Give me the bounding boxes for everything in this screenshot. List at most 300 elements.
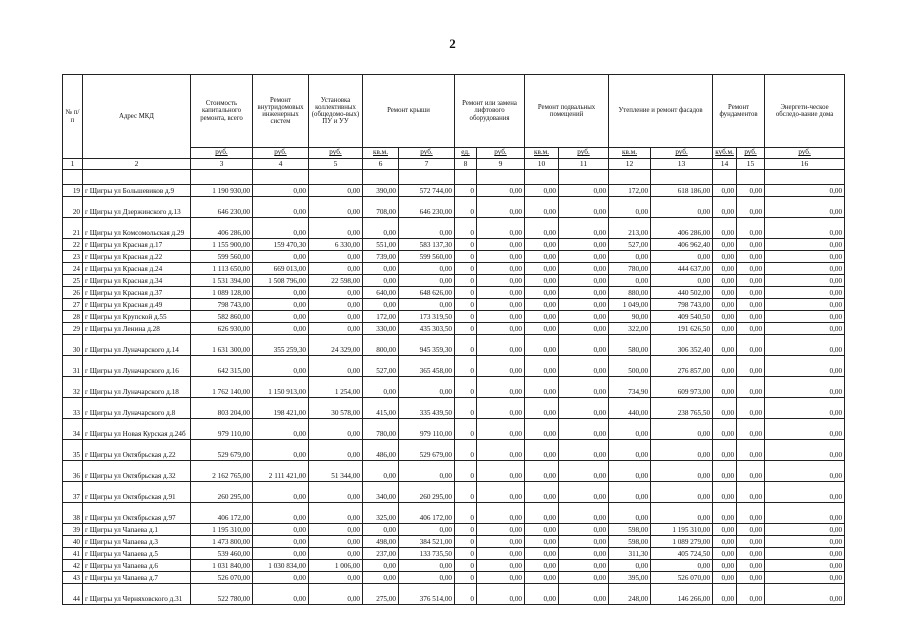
- value-cell: 0,00: [765, 572, 845, 584]
- table-row: [63, 218, 845, 239]
- value-cell: 0,00: [253, 197, 309, 218]
- value-cell: 0,00: [253, 356, 309, 377]
- value-cell: 0,00: [525, 536, 559, 548]
- value-cell: 582 860,00: [191, 311, 253, 323]
- value-cell: 0,00: [765, 356, 845, 377]
- value-cell: 0,00: [713, 263, 737, 275]
- value-cell: 0,00: [713, 335, 737, 356]
- unit-cell: руб.: [309, 148, 363, 159]
- value-cell: 0,00: [713, 251, 737, 263]
- table-row: [63, 503, 845, 524]
- repair-table: [62, 74, 845, 605]
- value-cell: 0,00: [559, 251, 609, 263]
- value-cell: 0,00: [399, 524, 455, 536]
- column-number-cell: 4: [253, 159, 309, 170]
- row-address: г Щигры ул Ленина д.28: [83, 323, 191, 335]
- value-cell: 0,00: [525, 239, 559, 251]
- value-cell: 0,00: [309, 323, 363, 335]
- value-cell: 159 470,30: [253, 239, 309, 251]
- unit-cell: руб.: [399, 148, 455, 159]
- row-address: г Щигры ул Луначарского д.14: [83, 335, 191, 356]
- value-cell: 0,00: [713, 275, 737, 287]
- row-number: 35: [63, 440, 83, 461]
- value-cell: 0,00: [651, 197, 713, 218]
- value-cell: 1 190 930,00: [191, 185, 253, 197]
- header-address: Адрес МКД: [83, 75, 191, 159]
- column-number-cell: 15: [737, 159, 765, 170]
- unit-cell: кв.м.: [363, 148, 399, 159]
- value-cell: 0: [455, 548, 477, 560]
- value-cell: 0,00: [559, 572, 609, 584]
- value-cell: 500,00: [609, 356, 651, 377]
- value-cell: 0: [455, 185, 477, 197]
- value-cell: 0,00: [765, 440, 845, 461]
- table-row: [63, 311, 845, 323]
- value-cell: 0,00: [609, 461, 651, 482]
- row-address: г Щигры ул Красная д.22: [83, 251, 191, 263]
- value-cell: 0,00: [477, 197, 525, 218]
- header-foundation: Ремонт фундаментов: [713, 75, 765, 148]
- spacer-cell: [765, 170, 845, 185]
- table-row: [63, 419, 845, 440]
- row-address: г Щигры ул Черняховского д.31: [83, 584, 191, 605]
- value-cell: 0: [455, 377, 477, 398]
- value-cell: 626 930,00: [191, 323, 253, 335]
- row-address: г Щигры ул Красная д.24: [83, 263, 191, 275]
- value-cell: 0,00: [525, 275, 559, 287]
- value-cell: 0,00: [253, 218, 309, 239]
- value-cell: 376 514,00: [399, 584, 455, 605]
- row-number: 25: [63, 275, 83, 287]
- value-cell: 51 344,00: [309, 461, 363, 482]
- value-cell: 0,00: [765, 218, 845, 239]
- value-cell: 1 254,00: [309, 377, 363, 398]
- value-cell: 440,00: [609, 398, 651, 419]
- value-cell: 0,00: [309, 311, 363, 323]
- value-cell: 0,00: [765, 323, 845, 335]
- value-cell: 340,00: [363, 482, 399, 503]
- value-cell: 0,00: [737, 548, 765, 560]
- table-row: [63, 275, 845, 287]
- spacer-cell: [363, 170, 399, 185]
- value-cell: 0,00: [363, 377, 399, 398]
- value-cell: 0,00: [713, 218, 737, 239]
- value-cell: 527,00: [363, 356, 399, 377]
- value-cell: 646 230,00: [399, 197, 455, 218]
- value-cell: 708,00: [363, 197, 399, 218]
- value-cell: 0,00: [713, 548, 737, 560]
- value-cell: 0: [455, 239, 477, 251]
- header-number: № п/п: [63, 75, 83, 159]
- value-cell: 0,00: [651, 461, 713, 482]
- column-number-cell: 11: [559, 159, 609, 170]
- value-cell: 1 006,00: [309, 560, 363, 572]
- value-cell: 406 172,00: [191, 503, 253, 524]
- value-cell: 0,00: [477, 263, 525, 275]
- value-cell: 0,00: [399, 377, 455, 398]
- value-cell: 0,00: [765, 275, 845, 287]
- row-address: г Щигры ул Красная д.17: [83, 239, 191, 251]
- spacer-cell: [477, 170, 525, 185]
- table-row: [63, 440, 845, 461]
- value-cell: 0,00: [525, 482, 559, 503]
- value-cell: 0,00: [559, 275, 609, 287]
- value-cell: 0,00: [477, 299, 525, 311]
- value-cell: 275,00: [363, 584, 399, 605]
- value-cell: 803 204,00: [191, 398, 253, 419]
- value-cell: 0,00: [737, 185, 765, 197]
- value-cell: 0,00: [609, 275, 651, 287]
- value-cell: 0,00: [477, 275, 525, 287]
- value-cell: 0,00: [477, 440, 525, 461]
- value-cell: 24 329,00: [309, 335, 363, 356]
- value-cell: 0,00: [477, 251, 525, 263]
- value-cell: 0,00: [559, 263, 609, 275]
- header-meters: Установка коллективных (общедомо-вых) ПУ и УУ: [309, 75, 363, 148]
- table-row: [63, 461, 845, 482]
- value-cell: 0,00: [559, 197, 609, 218]
- row-number: 29: [63, 323, 83, 335]
- value-cell: 0: [455, 335, 477, 356]
- value-cell: 0,00: [253, 548, 309, 560]
- table-row: [63, 323, 845, 335]
- value-cell: 0,00: [713, 440, 737, 461]
- value-cell: 0,00: [399, 572, 455, 584]
- value-cell: 0,00: [253, 185, 309, 197]
- value-cell: 498,00: [363, 536, 399, 548]
- value-cell: 0,00: [309, 584, 363, 605]
- row-address: г Щигры ул Луначарского д.16: [83, 356, 191, 377]
- value-cell: 0,00: [309, 287, 363, 299]
- value-cell: 406 172,00: [399, 503, 455, 524]
- value-cell: 599 560,00: [191, 251, 253, 263]
- value-cell: 609 973,00: [651, 377, 713, 398]
- unit-cell: руб.: [191, 148, 253, 159]
- header-facade: Утепление и ремонт фасадов: [609, 75, 713, 148]
- value-cell: 1 508 796,00: [253, 275, 309, 287]
- value-cell: 133 735,50: [399, 548, 455, 560]
- value-cell: 0: [455, 560, 477, 572]
- row-number: 37: [63, 482, 83, 503]
- value-cell: 384 521,00: [399, 536, 455, 548]
- row-number: 40: [63, 536, 83, 548]
- value-cell: 0,00: [737, 503, 765, 524]
- spacer-cell: [191, 170, 253, 185]
- row-number: 33: [63, 398, 83, 419]
- row-address: г Щигры ул Красная д.37: [83, 287, 191, 299]
- unit-cell: руб.: [765, 148, 845, 159]
- value-cell: 551,00: [363, 239, 399, 251]
- value-cell: 0,00: [525, 263, 559, 275]
- value-cell: 598,00: [609, 524, 651, 536]
- value-cell: 0,00: [477, 419, 525, 440]
- value-cell: 22 598,00: [309, 275, 363, 287]
- value-cell: 0,00: [253, 440, 309, 461]
- value-cell: 1 030 834,00: [253, 560, 309, 572]
- value-cell: 0,00: [363, 275, 399, 287]
- value-cell: 0,00: [559, 185, 609, 197]
- value-cell: 0,00: [253, 287, 309, 299]
- table-row: [63, 536, 845, 548]
- value-cell: 1 531 394,00: [191, 275, 253, 287]
- value-cell: 0,00: [477, 482, 525, 503]
- value-cell: 0,00: [559, 311, 609, 323]
- value-cell: 0,00: [737, 218, 765, 239]
- row-address: г Щигры ул Чапаева д.6: [83, 560, 191, 572]
- value-cell: 1 762 140,00: [191, 377, 253, 398]
- value-cell: 191 626,50: [651, 323, 713, 335]
- value-cell: 276 857,00: [651, 356, 713, 377]
- value-cell: 0,00: [713, 377, 737, 398]
- value-cell: 0,00: [737, 560, 765, 572]
- value-cell: 572 744,00: [399, 185, 455, 197]
- column-number-cell: 6: [363, 159, 399, 170]
- value-cell: 0,00: [559, 524, 609, 536]
- table-row: [63, 548, 845, 560]
- table-row: [63, 185, 845, 197]
- value-cell: 198 421,00: [253, 398, 309, 419]
- value-cell: 0,00: [765, 287, 845, 299]
- value-cell: 0,00: [253, 323, 309, 335]
- value-cell: 0,00: [309, 356, 363, 377]
- table-row: [63, 263, 845, 275]
- value-cell: 0,00: [309, 185, 363, 197]
- value-cell: 0,00: [737, 377, 765, 398]
- value-cell: 1 150 913,00: [253, 377, 309, 398]
- value-cell: 0,00: [309, 572, 363, 584]
- value-cell: 798 743,00: [651, 299, 713, 311]
- column-number-cell: 10: [525, 159, 559, 170]
- value-cell: 599 560,00: [399, 251, 455, 263]
- value-cell: 0,00: [363, 461, 399, 482]
- spacer-cell: [63, 170, 83, 185]
- spacer-cell: [609, 170, 651, 185]
- value-cell: 0: [455, 356, 477, 377]
- value-cell: 0,00: [525, 461, 559, 482]
- value-cell: 0,00: [525, 299, 559, 311]
- value-cell: 0,00: [363, 524, 399, 536]
- value-cell: 0,00: [477, 323, 525, 335]
- value-cell: 330,00: [363, 323, 399, 335]
- row-address: г Щигры ул Октябрьская д.97: [83, 503, 191, 524]
- value-cell: 415,00: [363, 398, 399, 419]
- value-cell: 0,00: [737, 239, 765, 251]
- value-cell: 0,00: [309, 218, 363, 239]
- value-cell: 0,00: [609, 251, 651, 263]
- value-cell: 0,00: [253, 503, 309, 524]
- value-cell: 0,00: [525, 584, 559, 605]
- value-cell: 734,90: [609, 377, 651, 398]
- value-cell: 0,00: [559, 356, 609, 377]
- value-cell: 0,00: [609, 482, 651, 503]
- spacer-cell: [559, 170, 609, 185]
- value-cell: 0,00: [559, 584, 609, 605]
- value-cell: 0,00: [765, 584, 845, 605]
- row-address: г Щигры ул Чапаева д.1: [83, 524, 191, 536]
- row-address: г Щигры ул Красная д.34: [83, 275, 191, 287]
- value-cell: 529 679,00: [191, 440, 253, 461]
- value-cell: 0,00: [737, 197, 765, 218]
- value-cell: 0,00: [363, 560, 399, 572]
- value-cell: 0,00: [477, 377, 525, 398]
- value-cell: 0,00: [737, 419, 765, 440]
- value-cell: 0,00: [651, 503, 713, 524]
- value-cell: 0,00: [651, 419, 713, 440]
- value-cell: 0,00: [477, 572, 525, 584]
- unit-cell: руб.: [477, 148, 525, 159]
- value-cell: 945 359,30: [399, 335, 455, 356]
- value-cell: 0,00: [737, 299, 765, 311]
- value-cell: 0,00: [309, 503, 363, 524]
- value-cell: 642 315,00: [191, 356, 253, 377]
- value-cell: 0,00: [525, 251, 559, 263]
- value-cell: 0,00: [765, 263, 845, 275]
- value-cell: 0,00: [737, 323, 765, 335]
- value-cell: 444 637,00: [651, 263, 713, 275]
- value-cell: 0,00: [525, 323, 559, 335]
- value-cell: 0,00: [737, 461, 765, 482]
- value-cell: 260 295,00: [191, 482, 253, 503]
- value-cell: 0: [455, 572, 477, 584]
- value-cell: 0,00: [525, 185, 559, 197]
- value-cell: 0,00: [713, 584, 737, 605]
- table-row: [63, 584, 845, 605]
- value-cell: 0,00: [477, 239, 525, 251]
- value-cell: 0,00: [253, 251, 309, 263]
- value-cell: 0,00: [713, 398, 737, 419]
- value-cell: 0,00: [309, 197, 363, 218]
- table-row: [63, 335, 845, 356]
- value-cell: 0,00: [309, 482, 363, 503]
- value-cell: 0,00: [253, 299, 309, 311]
- value-cell: 0,00: [309, 536, 363, 548]
- value-cell: 0,00: [253, 536, 309, 548]
- value-cell: 979 110,00: [399, 419, 455, 440]
- value-cell: 1 473 800,00: [191, 536, 253, 548]
- value-cell: 0,00: [309, 299, 363, 311]
- value-cell: 0,00: [477, 398, 525, 419]
- value-cell: 0,00: [559, 560, 609, 572]
- value-cell: 365 458,00: [399, 356, 455, 377]
- value-cell: 0,00: [559, 536, 609, 548]
- value-cell: 0,00: [713, 572, 737, 584]
- row-address: г Щигры ул Октябрьская д.22: [83, 440, 191, 461]
- value-cell: 0,00: [253, 572, 309, 584]
- value-cell: 0: [455, 461, 477, 482]
- value-cell: 0,00: [559, 482, 609, 503]
- value-cell: 0,00: [765, 503, 845, 524]
- row-number: 24: [63, 263, 83, 275]
- row-number: 27: [63, 299, 83, 311]
- value-cell: 0,00: [713, 482, 737, 503]
- value-cell: 0: [455, 482, 477, 503]
- value-cell: 580,00: [609, 335, 651, 356]
- value-cell: 0,00: [309, 548, 363, 560]
- table-row: [63, 287, 845, 299]
- value-cell: 0,00: [713, 239, 737, 251]
- row-number: 23: [63, 251, 83, 263]
- header-elevator: Ремонт или замена лифтового оборудования: [455, 75, 525, 148]
- value-cell: 0: [455, 584, 477, 605]
- value-cell: 0,00: [609, 440, 651, 461]
- header-basement: Ремонт подвальных помещений: [525, 75, 609, 148]
- value-cell: 0,00: [713, 560, 737, 572]
- value-cell: 0: [455, 218, 477, 239]
- value-cell: 0,00: [765, 482, 845, 503]
- value-cell: 1 031 840,00: [191, 560, 253, 572]
- value-cell: 322,00: [609, 323, 651, 335]
- table-row: [63, 299, 845, 311]
- value-cell: 172,00: [609, 185, 651, 197]
- column-number-cell: 1: [63, 159, 83, 170]
- value-cell: 0: [455, 311, 477, 323]
- value-cell: 0,00: [559, 419, 609, 440]
- column-number-cell: 13: [651, 159, 713, 170]
- value-cell: 0,00: [713, 185, 737, 197]
- row-number: 20: [63, 197, 83, 218]
- value-cell: 0,00: [363, 263, 399, 275]
- value-cell: 526 070,00: [191, 572, 253, 584]
- value-cell: 1 089 279,00: [651, 536, 713, 548]
- value-cell: 0,00: [559, 398, 609, 419]
- value-cell: 0,00: [713, 197, 737, 218]
- value-cell: 440 502,00: [651, 287, 713, 299]
- value-cell: 0,00: [737, 263, 765, 275]
- value-cell: 0,00: [559, 239, 609, 251]
- value-cell: 0,00: [525, 311, 559, 323]
- value-cell: 0,00: [253, 482, 309, 503]
- value-cell: 172,00: [363, 311, 399, 323]
- value-cell: 0,00: [651, 275, 713, 287]
- value-cell: 539 460,00: [191, 548, 253, 560]
- row-number: 41: [63, 548, 83, 560]
- value-cell: 0,00: [765, 548, 845, 560]
- value-cell: 405 724,50: [651, 548, 713, 560]
- value-cell: 173 319,50: [399, 311, 455, 323]
- row-address: г Щигры ул Луначарского д.8: [83, 398, 191, 419]
- value-cell: 800,00: [363, 335, 399, 356]
- value-cell: 0,00: [559, 503, 609, 524]
- row-address: г Щигры ул Новая Курская д.24б: [83, 419, 191, 440]
- value-cell: 0,00: [651, 560, 713, 572]
- value-cell: 1 049,00: [609, 299, 651, 311]
- table-row: [63, 239, 845, 251]
- value-cell: 0,00: [477, 560, 525, 572]
- row-address: г Щигры ул Октябрьская д.91: [83, 482, 191, 503]
- value-cell: 0,00: [737, 440, 765, 461]
- column-number-cell: 14: [713, 159, 737, 170]
- value-cell: 0,00: [525, 419, 559, 440]
- value-cell: 0,00: [765, 536, 845, 548]
- row-address: г Щигры ул Чапаева д.5: [83, 548, 191, 560]
- value-cell: 0,00: [559, 287, 609, 299]
- unit-cell: ед.: [455, 148, 477, 159]
- row-address: г Щигры ул Большевиков д.9: [83, 185, 191, 197]
- row-number: 44: [63, 584, 83, 605]
- value-cell: 0,00: [713, 524, 737, 536]
- value-cell: 146 266,00: [651, 584, 713, 605]
- value-cell: 0,00: [765, 251, 845, 263]
- table-header-row: [63, 75, 845, 148]
- spacer-cell: [737, 170, 765, 185]
- spacer-cell: [525, 170, 559, 185]
- value-cell: 0,00: [713, 503, 737, 524]
- table-row: [63, 560, 845, 572]
- value-cell: 390,00: [363, 185, 399, 197]
- table-row: [63, 197, 845, 218]
- unit-cell: руб.: [651, 148, 713, 159]
- spacer-cell: [253, 170, 309, 185]
